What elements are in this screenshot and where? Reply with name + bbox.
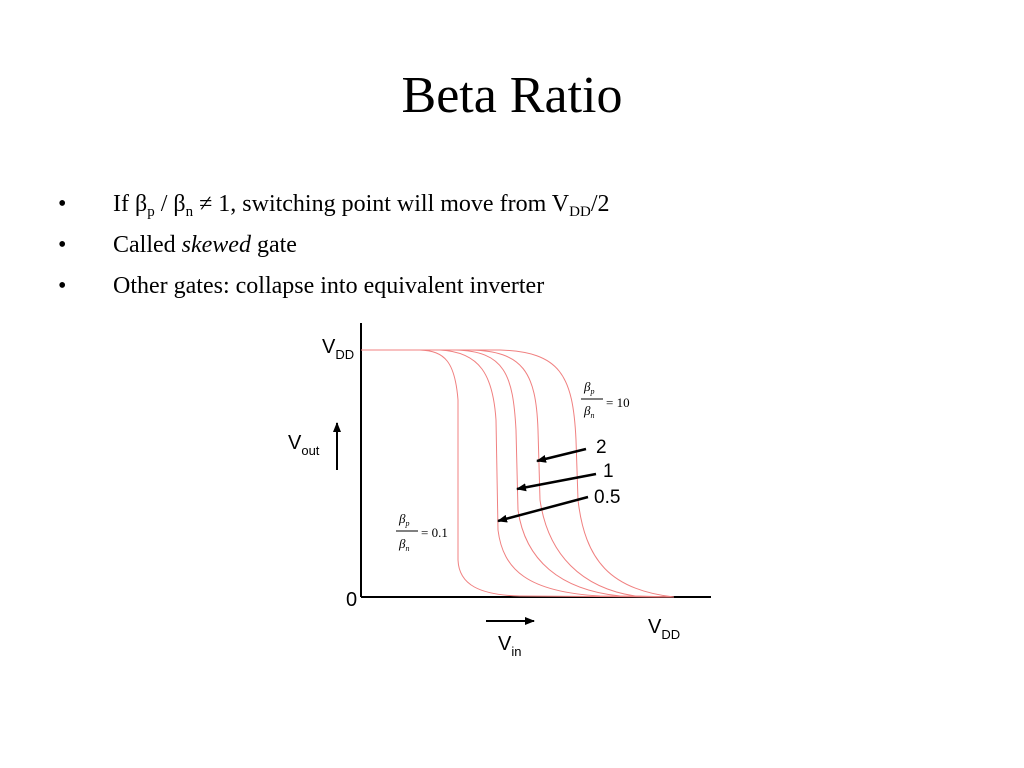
bullet-text-rest: ≠ 1, switching point will move from V [193, 191, 570, 217]
bullet-text-emphasis: skewed [181, 232, 251, 258]
annotation-arrow-1 [517, 474, 596, 489]
curve-label-1: 1 [603, 461, 614, 482]
svg-text:= 10: = 10 [606, 395, 630, 410]
bullet-text-after: gate [250, 232, 297, 258]
bullet-text-before: Called [113, 232, 182, 258]
vdd-y-label: $V_{DD}$ [322, 336, 355, 362]
subscript-p: p [147, 204, 155, 220]
annotation-arrow-2 [537, 449, 586, 461]
transfer-curves [361, 350, 674, 597]
bullet-text: Other gates: collapse into equivalent inverter [113, 273, 545, 299]
bullet-marker: • [58, 273, 67, 299]
subscript-dd: DD [569, 204, 591, 220]
bullet-marker: • [58, 232, 67, 258]
bullet-marker: • [58, 191, 67, 217]
svg-text:βp: $\beta_p$ [399, 511, 410, 528]
bullet-text-if: If [113, 191, 135, 217]
subscript-n: n [185, 204, 194, 220]
bullet-text-tail: /2 [590, 191, 610, 217]
vdd-x-label: $V_{DD}$ [648, 616, 681, 642]
curve-label-2: 2 [596, 437, 607, 458]
curve-ratio-1 [361, 350, 674, 597]
ratio-label-top [581, 379, 630, 420]
svg-text:βp: $\beta_p$ [584, 379, 595, 396]
curve-label-0-5: 0.5 [594, 487, 621, 508]
origin-label: 0 [346, 589, 358, 611]
svg-text:βn: $\beta_n$ [584, 403, 595, 420]
annotation-arrow-0-5 [498, 497, 588, 521]
svg-text:βn: $\beta_n$ [399, 536, 410, 553]
beta-symbol: β [173, 191, 186, 217]
vout-label: $V_{out}$ [288, 432, 320, 458]
svg-text:= 0.1: = 0.1 [421, 525, 448, 540]
beta-symbol: β [134, 191, 148, 217]
vin-label: $V_{in}$ [498, 633, 522, 659]
ratio-label-bottom [396, 511, 448, 553]
slash-text: / [154, 191, 174, 217]
slide-title: Beta Ratio [401, 67, 623, 124]
